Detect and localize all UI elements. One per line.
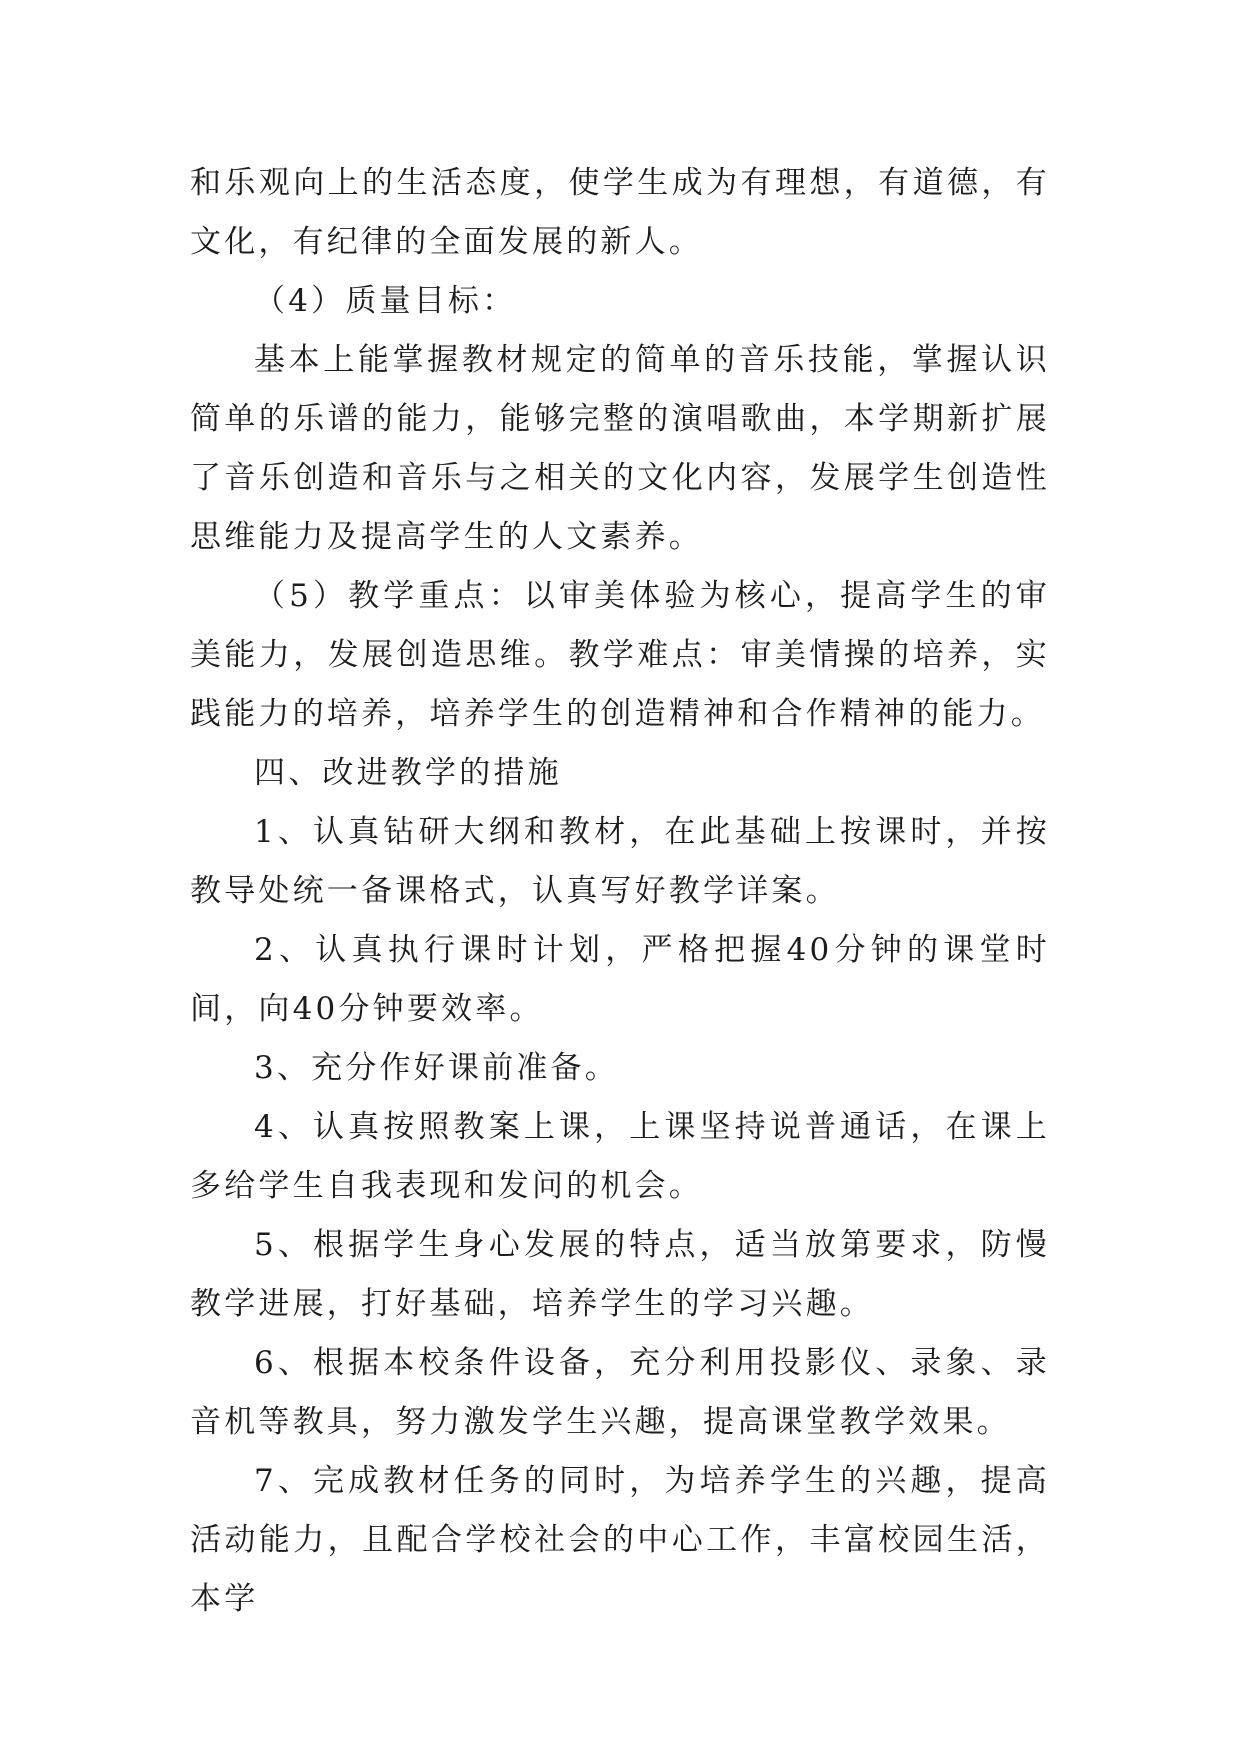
paragraph-quality-goal: 基本上能掌握教材规定的简单的音乐技能，掌握认识简单的乐谱的能力，能够完整的演唱歌曲，本学期新扩展了音乐创造和音乐与之相关的文化内容，发展学生创造性思维能力及提高学生的人文素养。 xyxy=(190,342,1050,555)
list-item-6: 6、根据本校条件设备，充分利用投影仪、录象、录音机等教具，努力激发学生兴趣，提高课堂教学效果。 xyxy=(190,1345,1050,1440)
paragraph-quality-goal-heading: （4）质量目标： xyxy=(254,283,517,319)
paragraph-teaching-focus: （5）教学重点：以审美体验为核心，提高学生的审美能力，发展创造思维。教学难点：审美情操的培养，实践能力的培养，培养学生的创造精神和合作精神的能力。 xyxy=(190,578,1050,732)
list-item-2: 2、认真执行课时计划，严格把握40分钟的课堂时间，向40分钟要效率。 xyxy=(190,932,1050,1027)
list-item-1: 1、认真钻研大纲和教材，在此基础上按课时，并按教导处统一备课格式，认真写好教学详案。 xyxy=(190,814,1050,909)
body-text xyxy=(190,154,1050,1629)
list-item-3: 3、充分作好课前准备。 xyxy=(254,1050,619,1086)
paragraph-continuation: 和乐观向上的生活态度，使学生成为有理想，有道德，有文化，有纪律的全面发展的新人。 xyxy=(190,165,1050,260)
list-item-7: 7、完成教材任务的同时，为培养学生的兴趣，提高活动能力，且配合学校社会的中心工作，丰富校园生活，本学 xyxy=(190,1463,1050,1617)
list-item-5: 5、根据学生身心发展的特点，适当放第要求，防慢教学进展，打好基础，培养学生的学习兴趣。 xyxy=(190,1227,1050,1322)
list-item-4: 4、认真按照教案上课，上课坚持说普通话，在课上多给学生自我表现和发问的机会。 xyxy=(190,1109,1050,1204)
section-heading-improvement: 四、改进教学的措施 xyxy=(254,755,562,791)
